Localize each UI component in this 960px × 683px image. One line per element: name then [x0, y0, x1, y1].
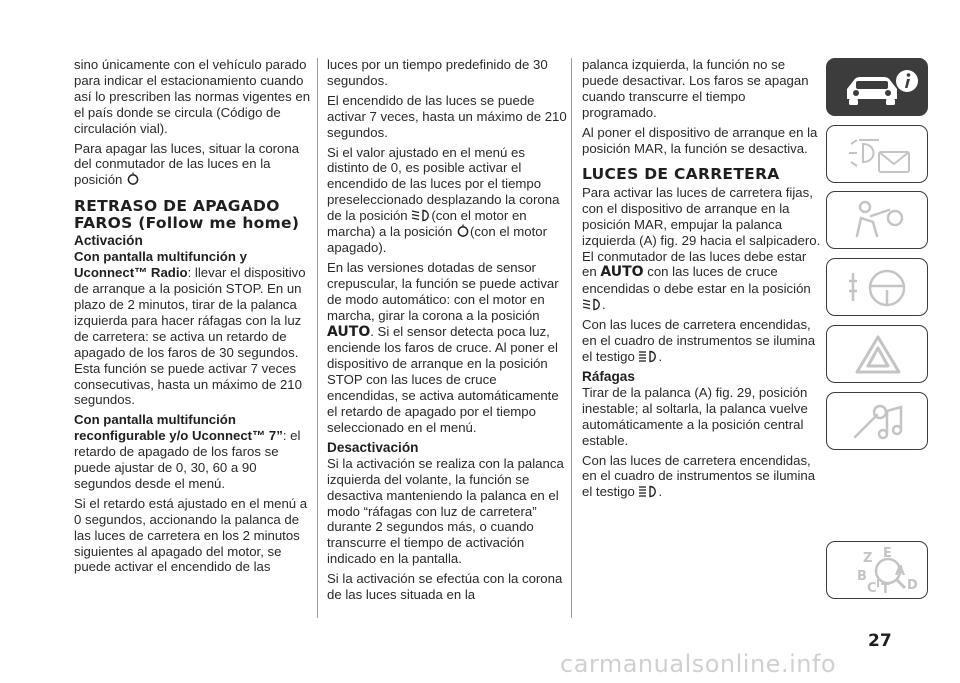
tools-music-icon: [827, 393, 929, 451]
paragraph: Para apagar las luces, situar la corona del conmutador de las luces en la posición: [74, 140, 300, 188]
column-divider: [317, 58, 318, 618]
warning-triangle-icon: [827, 326, 929, 384]
paragraph: palanca izquierda, la función no se puede desactivar. Los faros se apagan cuando transcurre el tiempo programado.: [582, 57, 809, 120]
position-lights-icon: [456, 224, 470, 238]
index-letter: T: [881, 582, 890, 597]
index-letter: D: [907, 578, 918, 593]
index-tab-alphabetical-index[interactable]: [826, 541, 928, 599]
paragraph: Con las luces de carretera encendidas, en el cuadro de instrumentos se ilumina el testigo .: [582, 452, 816, 500]
low-beam-icon: [582, 298, 602, 311]
low-beam-icon: [411, 209, 431, 222]
index-tab-safety[interactable]: [826, 191, 928, 249]
lights-warning-icon: [827, 126, 929, 184]
auto-symbol: AUTO: [600, 264, 644, 281]
paragraph: Con pantalla multifunción reconfigurable y/o Uconnect™ 7”: el retardo de apagado de los faros se puede ajustar de 0, 30, 60 a 90 segundos desde el menú.: [74, 412, 301, 491]
subheading-rafagas: Ráfagas: [582, 368, 635, 384]
watermark: carmanualsonline.info: [560, 650, 837, 678]
subheading-desactivacion: Desactivación: [327, 439, 419, 455]
column-divider: [571, 58, 572, 618]
paragraph: En las versiones dotadas de sensor crepuscular, la función se puede activar de modo automático: con el motor en marcha, girar la corona a la posición AUTO. Si el sensor detecta poca luz, enciende los faros de cruce. Al poner el dispositivo de arranque en la posición STOP con las luces de cruce encendidas, se activa automáticamente el retardo de apagado por el tiempo seleccionado en el menú.: [327, 259, 559, 435]
index-letter: E: [883, 546, 892, 561]
car-info-icon: [827, 59, 929, 117]
section-heading-luces-de-carretera: LUCES DE CARRETERA: [582, 165, 780, 184]
index-tab-emergency[interactable]: [826, 325, 928, 383]
index-tab-knowing-the-car[interactable]: [826, 58, 928, 116]
paragraph: Si el retardo está ajustado en el menú a 0 segundos, accionando la palanca de las luces de carretera en los 2 minutos siguientes al apagado del motor, se puede activar el encendido de las: [74, 495, 308, 575]
index-letter: Z: [863, 551, 873, 566]
auto-symbol: AUTO: [327, 323, 371, 340]
paragraph: Al poner el dispositivo de arranque en la posición MAR, la función se desactiva.: [582, 124, 818, 156]
column-1: [74, 57, 314, 579]
paragraph: luces por un tiempo predefinido de 30 segundos.: [327, 57, 548, 88]
index-letter: I: [876, 577, 881, 590]
paragraph: Tirar de la palanca (A) fig. 29, posición inestable; al soltarla, la palanca vuelve automáticamente a la posición central estable.: [582, 384, 808, 448]
paragraph: El encendido de las luces se puede activar 7 veces, hasta un máximo de 210 segundos.: [327, 92, 567, 140]
index-letter: A: [895, 564, 906, 579]
index-tab-starting-and-driving[interactable]: [826, 258, 928, 316]
paragraph: Si la activación se realiza con la palanca izquierda del volante, la función se desactiva manteniendo la palanca en el modo “ráfagas con luz de carretera” durante 2 segundos más, o cuando transcurre el tiempo de activación indicado en la pantalla.: [327, 455, 564, 567]
paragraph: Para activar las luces de carretera fijas, con el dispositivo de arranque en la posición MAR, empujar la palanca izquierda (A) fig. 29 hacia el salpicadero. El conmutador de las luces debe estar en AUTO con las luces de cruce encendidas o debe estar en la posición .: [582, 184, 821, 313]
index-tab-instruments[interactable]: [826, 125, 928, 183]
airbag-seat-icon: [827, 192, 929, 250]
column-3: [582, 57, 822, 504]
position-lights-icon: [126, 172, 140, 186]
paragraph: Con las luces de carretera encendidas, en el cuadro de instrumentos se ilumina el testigo .: [582, 317, 816, 364]
page-number: 27: [868, 631, 892, 651]
subheading-activacion: Activación: [74, 233, 143, 249]
high-beam-icon: [638, 485, 658, 498]
index-letter: C: [867, 581, 877, 596]
column-2: [327, 57, 567, 607]
section-heading-follow-me-home: RETRASO DE APAGADO FAROS (Follow me home): [74, 197, 300, 232]
paragraph: Si la activación se efectúa con la corona de las luces situada en la: [327, 571, 563, 603]
index-letter: B: [857, 569, 867, 584]
high-beam-icon: [638, 350, 658, 363]
paragraph: Si el valor ajustado en el menú es distinto de 0, es posible activar el encendido de las luces por el tiempo preseleccionado desplazando la corona de la posición (con el motor en marcha) a la posición (con el motor apagado).: [327, 144, 560, 255]
paragraph: sino únicamente con el vehículo parado para indicar el estacionamiento cuando así lo prescriben las normas vigentes en el país donde se circula (Código de circulación vial).: [74, 57, 311, 136]
index-tab-maintenance[interactable]: [826, 392, 928, 450]
paragraph: Con pantalla multifunción y Uconnect™ Radio: llevar el dispositivo de arranque a la posición STOP. En un plazo de 2 minutos, tirar de la palanca izquierda para hacer ráfagas con la luz de carretera: se activa un retardo de apagado de los faros de 30 segundos. Esta función se puede activar 7 veces consecutivas, hasta un máximo de 210 segundos.: [74, 249, 306, 408]
steering-wheel-icon: [827, 259, 929, 317]
